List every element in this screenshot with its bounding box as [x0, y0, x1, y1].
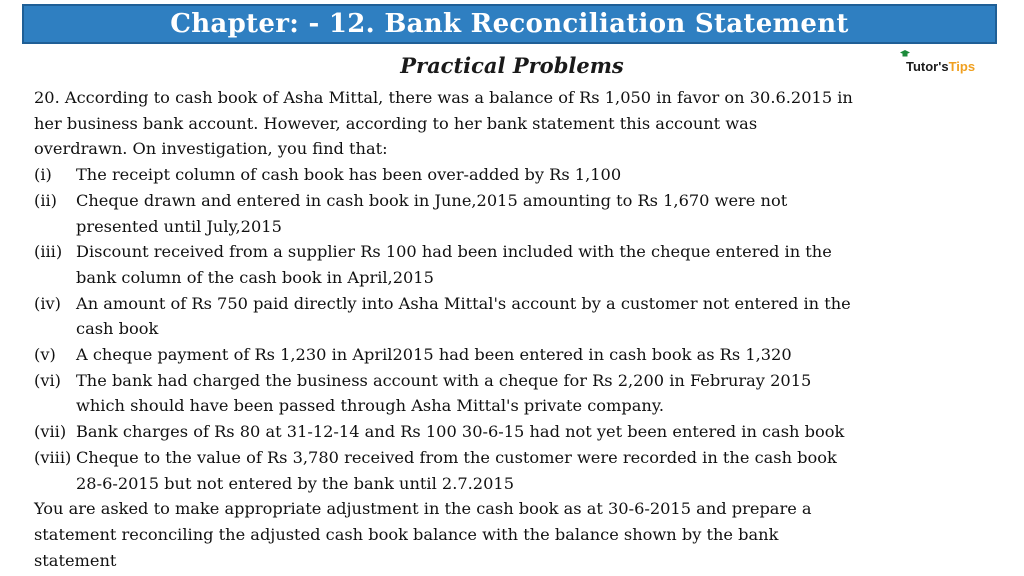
item-number: (v): [34, 345, 56, 365]
item-text: [76, 188, 994, 239]
item-number: (vi): [34, 370, 61, 390]
item-line: A cheque payment of Rs 1,230 in April2015 had been entered in cash book as Rs 1,320: [76, 345, 792, 365]
chapter-title-bar: [22, 4, 997, 44]
logo-graduation-cap-icon: [900, 50, 910, 58]
brand-logo: [900, 50, 1000, 76]
problem-closing-line: statement: [34, 550, 117, 570]
item-line: cash book: [76, 319, 159, 339]
item-text: [76, 162, 994, 188]
item-line: Bank charges of Rs 80 at 31-12-14 and Rs 100 30-6-15 had not yet been entered in cash book: [76, 422, 845, 442]
item-number: (viii): [34, 447, 72, 467]
problem-intro-line: her business bank account. However, according to her bank statement this account was: [34, 113, 758, 133]
section-subtitle: Practical Problems: [400, 53, 624, 78]
item-line: presented until July,2015: [76, 216, 282, 236]
list-item: [34, 291, 994, 342]
item-line: Cheque drawn and entered in cash book in June,2015 amounting to Rs 1,670 were not: [76, 190, 788, 210]
list-item: [34, 188, 994, 239]
item-line: which should have been passed through Asha Mittal's private company.: [76, 396, 664, 416]
item-text: [76, 239, 994, 290]
problem-intro-line: 20. According to cash book of Asha Mittal, there was a balance of Rs 1,050 in favor on 30.6.2015 in: [34, 88, 853, 107]
item-text: [76, 342, 994, 368]
item-number: (iii): [34, 242, 63, 262]
item-text: [76, 291, 994, 342]
list-item: [34, 445, 994, 496]
problem-closing-line: statement reconciling the adjusted cash book balance with the balance shown by the bank: [34, 524, 779, 544]
chapter-title: Chapter: - 12. Bank Reconciliation Statement: [170, 9, 849, 39]
item-text: [76, 445, 994, 496]
logo-text: [906, 59, 975, 74]
logo-text-accent: Tips: [948, 58, 976, 74]
item-text: [76, 419, 994, 445]
item-number: (vii): [34, 422, 67, 442]
item-line: bank column of the cash book in April,2015: [76, 267, 434, 287]
problem-intro-line: overdrawn. On investigation, you find that:: [34, 139, 388, 159]
item-line: The bank had charged the business account with a cheque for Rs 2,200 in Februray 2015: [76, 370, 812, 390]
item-number: (iv): [34, 293, 61, 313]
list-item: [34, 368, 994, 419]
list-item: [34, 239, 994, 290]
problem-closing-line: You are asked to make appropriate adjustment in the cash book as at 30-6-2015 and prepare a: [34, 499, 812, 519]
problem-body: [34, 85, 994, 573]
list-item: [34, 419, 994, 445]
item-line: The receipt column of cash book has been over-added by Rs 1,100: [76, 165, 622, 185]
item-line: Cheque to the value of Rs 3,780 received from the customer were recorded in the cash book: [76, 447, 837, 467]
item-number: (ii): [34, 190, 57, 210]
item-line: An amount of Rs 750 paid directly into Asha Mittal's account by a customer not entered in the: [76, 293, 851, 313]
item-line: 28-6-2015 but not entered by the bank until 2.7.2015: [76, 473, 514, 493]
item-number: (i): [34, 165, 52, 185]
item-line: Discount received from a supplier Rs 100 had been included with the cheque entered in the: [76, 242, 832, 262]
list-item: [34, 342, 994, 368]
logo-text-main: Tutor's: [906, 58, 949, 74]
item-text: [76, 368, 994, 419]
list-item: [34, 162, 994, 188]
